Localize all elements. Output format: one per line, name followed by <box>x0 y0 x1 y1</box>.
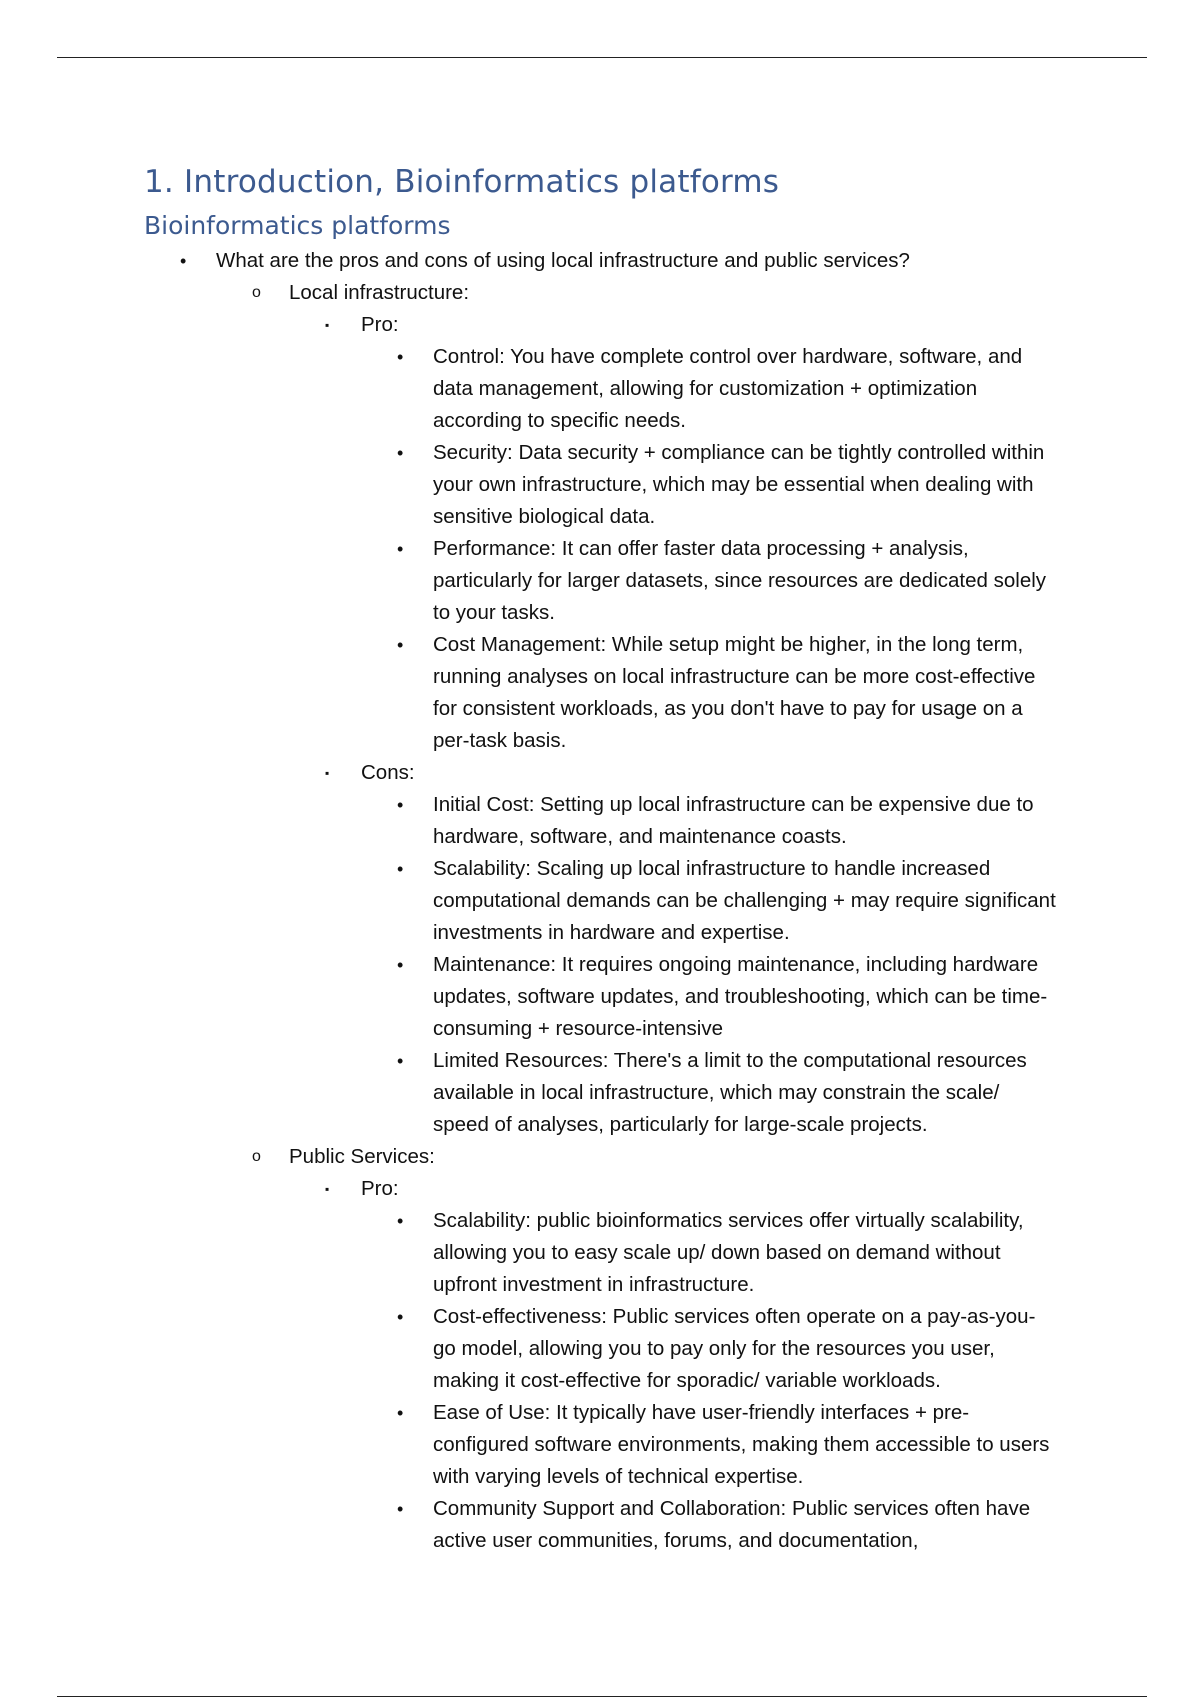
bullet-icon: • <box>397 1211 404 1231</box>
list-item-local-infrastructure <box>0 277 1200 309</box>
bullet-icon: • <box>397 955 404 975</box>
bullet-icon: • <box>397 347 404 367</box>
heading-1: 1. Introduction, Bioinformatics platforms <box>144 164 780 200</box>
list-item <box>0 629 1200 757</box>
list-item-text: Performance: It can offer faster data processing + analysis, particularly for larger datasets, since resources are dedicated solely to your tasks. <box>433 537 1047 624</box>
circle-bullet-icon: o <box>252 1148 261 1165</box>
list-item <box>0 533 1200 629</box>
list-item-text: Public Services: <box>289 1145 435 1168</box>
square-bullet-icon: ▪ <box>325 1182 330 1196</box>
list-item-text: Cost Management: While setup might be higher, in the long term, running analyses on local infrastructure can be more cost-effective for consistent workloads, as you don't have to pay for usage on a per-task basis. <box>433 633 1036 752</box>
list-item <box>0 1493 1200 1557</box>
list-item-text: Maintenance: It requires ongoing maintenance, including hardware updates, software updates, and troubleshooting, which can be time-consuming + resource-intensive <box>433 953 1048 1040</box>
circle-bullet-icon: o <box>252 284 261 301</box>
list-item <box>0 437 1200 533</box>
bullet-icon: • <box>397 635 404 655</box>
list-item <box>0 1205 1200 1301</box>
bullet-icon: • <box>397 1051 404 1071</box>
bullet-icon: • <box>397 795 404 815</box>
bullet-icon: • <box>397 539 404 559</box>
square-bullet-icon: ▪ <box>325 766 330 780</box>
list-item <box>0 853 1200 949</box>
list-item <box>0 1397 1200 1493</box>
list-item-text: Community Support and Collaboration: Public services often have active user communities, forums, and documentation, <box>433 1497 1031 1552</box>
list-item-text: Cons: <box>361 761 415 784</box>
list-item <box>0 1045 1200 1141</box>
list-item-local-pro <box>0 309 1200 341</box>
list-item-local-cons <box>0 757 1200 789</box>
bullet-icon: • <box>397 1403 404 1423</box>
bullet-icon: • <box>397 1499 404 1519</box>
list-item-text: Pro: <box>361 313 399 336</box>
list-item <box>0 789 1200 853</box>
bullet-icon: • <box>180 251 187 271</box>
heading-2: Bioinformatics platforms <box>144 211 451 240</box>
list-item <box>0 949 1200 1045</box>
list-item-text: Security: Data security + compliance can be tightly controlled within your own infrastructure, which may be essential when dealing with sensitive biological data. <box>433 441 1045 528</box>
list-item-text: Control: You have complete control over hardware, software, and data management, allowing for customization + optimization according to specific needs. <box>433 345 1023 432</box>
list-item-public-pro <box>0 1173 1200 1205</box>
bullet-icon: • <box>397 443 404 463</box>
bullet-icon: • <box>397 1307 404 1327</box>
list-item-text: Pro: <box>361 1177 399 1200</box>
footer-rule <box>57 1696 1147 1697</box>
list-item <box>0 1301 1200 1397</box>
square-bullet-icon: ▪ <box>325 318 330 332</box>
list-item-text: Limited Resources: There's a limit to the computational resources available in local infrastructure, which may constrain the scale/ speed of analyses, particularly for large-scale projects. <box>433 1049 1027 1136</box>
list-item-text: Ease of Use: It typically have user-friendly interfaces + pre-configured software environments, making them accessible to users with varying levels of technical expertise. <box>433 1401 1050 1488</box>
bullet-icon: • <box>397 859 404 879</box>
list-item-text: Local infrastructure: <box>289 281 470 304</box>
header-rule <box>57 57 1147 58</box>
list-item <box>0 341 1200 437</box>
list-item-text: Scalability: Scaling up local infrastructure to handle increased computational demands can be challenging + may require significant investments in hardware and expertise. <box>433 857 1056 944</box>
list-item-public-services <box>0 1141 1200 1173</box>
list-item-text: Scalability: public bioinformatics services offer virtually scalability, allowing you to easy scale up/ down based on demand without upfront investment in infrastructure. <box>433 1209 1024 1296</box>
list-item-text: Cost-effectiveness: Public services often operate on a pay-as-you-go model, allowing you to pay only for the resources you user, making it cost-effective for sporadic/ variable workloads. <box>433 1305 1036 1392</box>
list-item-text: What are the pros and cons of using local infrastructure and public services? <box>216 249 910 272</box>
list-item-question <box>0 245 1200 277</box>
list-item-text: Initial Cost: Setting up local infrastructure can be expensive due to hardware, software, and maintenance coasts. <box>433 793 1034 848</box>
bullet-list <box>0 245 1200 1557</box>
